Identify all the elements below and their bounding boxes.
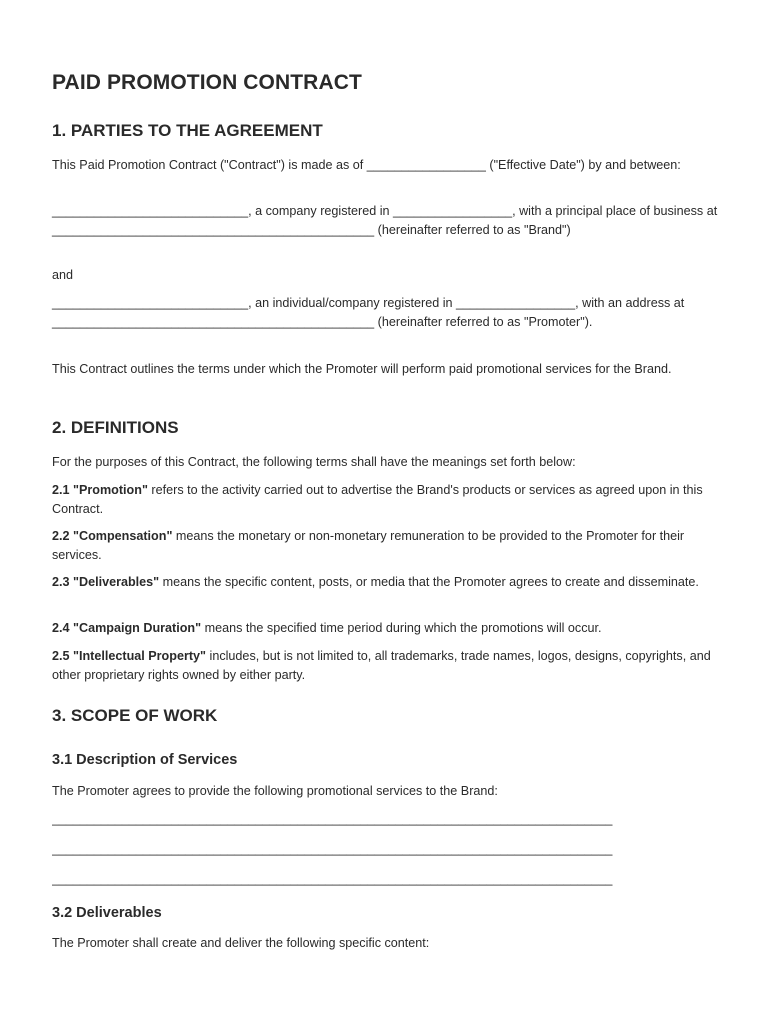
definitions-intro: For the purposes of this Contract, the following terms shall have the meanings set forth below: xyxy=(52,455,576,469)
definition-text: includes, but is not limited to, all trademarks, trade names, logos, designs, copyrights, and other proprietary rights owned by either party. xyxy=(52,649,711,682)
definition-promotion xyxy=(52,481,722,519)
definition-text: refers to the activity carried out to advertise the Brand's products or services as agreed upon in this Contract. xyxy=(52,483,703,516)
parties-intro: This Paid Promotion Contract ("Contract") is made as of _________________ ("Effective Date") by and between: xyxy=(52,158,681,172)
promoter-clause: ____________________________, an individual/company registered in _________________, with an address at ______________________________________________ (hereinafter referred to as "Promoter"). xyxy=(52,296,685,329)
deliverables-intro: The Promoter shall create and deliver the following specific content: xyxy=(52,936,430,950)
definition-term: 2.1 "Promotion" xyxy=(52,483,148,497)
definition-compensation xyxy=(52,527,722,565)
definition-deliverables xyxy=(52,573,722,592)
brand-clause: ____________________________, a company registered in _________________, with a principal place of business at ______________________________________________ (hereinafter referred to as "Brand") xyxy=(52,204,718,237)
definition-term: 2.2 "Compensation" xyxy=(52,529,173,543)
definition-term: 2.3 "Deliverables" xyxy=(52,575,160,589)
definition-text: means the specified time period during which the promotions will occur. xyxy=(201,621,602,635)
section-1-heading: 1. PARTIES TO THE AGREEMENT xyxy=(52,121,323,140)
definition-text: means the specific content, posts, or media that the Promoter agrees to create and disseminate. xyxy=(159,575,699,589)
definition-term: 2.4 "Campaign Duration" xyxy=(52,621,202,635)
section-3-heading: 3. SCOPE OF WORK xyxy=(52,706,218,725)
definition-term: 2.5 "Intellectual Property" xyxy=(52,649,207,663)
subsection-3-2-heading: 3.2 Deliverables xyxy=(52,905,162,921)
definition-text: means the monetary or non-monetary remuneration to be provided to the Promoter for their services. xyxy=(52,529,685,562)
services-blank-line: ________________________________________________________________________________ xyxy=(52,872,613,886)
subsection-3-1-heading: 3.1 Description of Services xyxy=(52,752,238,768)
document-title: PAID PROMOTION CONTRACT xyxy=(52,71,362,94)
services-blank-line: ________________________________________________________________________________ xyxy=(52,812,613,826)
definition-intellectual-property xyxy=(52,647,722,685)
section-2-heading: 2. DEFINITIONS xyxy=(52,418,179,437)
services-intro: The Promoter agrees to provide the following promotional services to the Brand: xyxy=(52,784,498,798)
definition-campaign-duration xyxy=(52,619,722,638)
contract-outline: This Contract outlines the terms under which the Promoter will perform paid promotional services for the Brand. xyxy=(52,362,672,376)
services-blank-line: ________________________________________________________________________________ xyxy=(52,842,613,856)
and-text: and xyxy=(52,268,74,282)
